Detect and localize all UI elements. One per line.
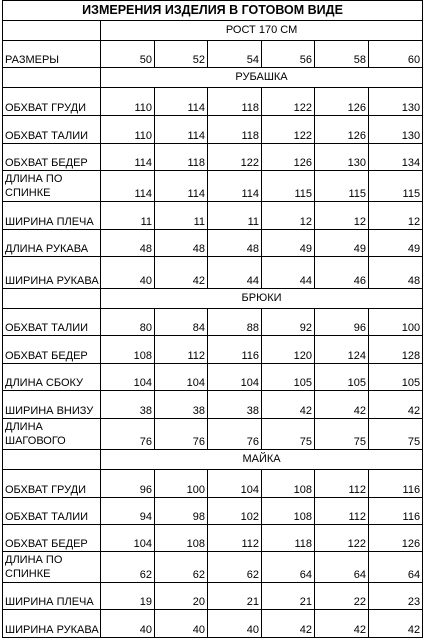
measurement-value: 20: [155, 583, 208, 610]
measurement-value: 19: [101, 583, 155, 610]
measurement-value: 108: [262, 498, 315, 525]
measurement-value: 100: [155, 470, 208, 498]
measurement-label: ОБХВАТ БЕДЕР: [3, 144, 101, 171]
table-row: [3, 552, 423, 583]
blank-cell: [3, 289, 101, 309]
measurement-value: 42: [262, 391, 315, 419]
section-header-row: [3, 289, 423, 309]
size-header-cell: 60: [369, 41, 423, 68]
measurement-value: 105: [315, 364, 369, 391]
measurement-value: 122: [315, 525, 369, 552]
table-row: [3, 309, 423, 336]
measurement-value: 118: [208, 88, 262, 116]
table-row: [3, 202, 423, 230]
measurement-value: 114: [101, 144, 155, 171]
measurement-value: 114: [101, 171, 155, 202]
measurement-value: 112: [208, 525, 262, 552]
height-label: РОСТ 170 СМ: [101, 21, 423, 41]
measurement-value: 80: [101, 309, 155, 336]
section-title: БРЮКИ: [101, 289, 423, 309]
table-row: [3, 171, 423, 202]
measurement-value: 42: [315, 610, 369, 638]
measurement-value: 64: [369, 552, 423, 583]
measurement-value: 49: [262, 230, 315, 257]
measurement-value: 102: [208, 498, 262, 525]
measurement-value: 75: [315, 419, 369, 450]
measurement-value: 40: [155, 610, 208, 638]
measurement-value: 130: [369, 88, 423, 116]
measurement-value: 122: [262, 116, 315, 144]
measurement-value: 62: [155, 552, 208, 583]
measurement-value: 38: [208, 391, 262, 419]
sizes-label: РАЗМЕРЫ: [3, 41, 101, 68]
measurement-value: 104: [208, 364, 262, 391]
measurement-label: ОБХВАТ ТАЛИИ: [3, 116, 101, 144]
measurement-value: 64: [262, 552, 315, 583]
measurement-value: 115: [369, 171, 423, 202]
measurement-label: ДЛИНА ПО СПИНКЕ: [3, 171, 101, 202]
measurement-value: 62: [208, 552, 262, 583]
measurement-value: 100: [369, 309, 423, 336]
measurement-value: 126: [315, 116, 369, 144]
measurement-value: 108: [101, 336, 155, 364]
measurement-value: 116: [369, 498, 423, 525]
table-row: [3, 470, 423, 498]
measurement-label: ОБХВАТ ТАЛИИ: [3, 498, 101, 525]
measurement-value: 104: [155, 364, 208, 391]
measurement-value: 48: [101, 230, 155, 257]
measurement-value: 48: [369, 257, 423, 289]
measurement-value: 104: [101, 364, 155, 391]
table-row: [3, 583, 423, 610]
table-row: [3, 88, 423, 116]
measurement-value: 75: [262, 419, 315, 450]
measurement-value: 44: [208, 257, 262, 289]
measurement-value: 105: [262, 364, 315, 391]
measurement-value: 42: [369, 610, 423, 638]
measurement-value: 40: [101, 610, 155, 638]
table-row: [3, 116, 423, 144]
measurement-value: 124: [315, 336, 369, 364]
measurement-value: 122: [208, 144, 262, 171]
measurement-value: 48: [208, 230, 262, 257]
measurement-label: ШИРИНА ПЛЕЧА: [3, 583, 101, 610]
measurement-label: ШИРИНА РУКАВА: [3, 257, 101, 289]
measurement-value: 112: [315, 470, 369, 498]
measurement-value: 12: [369, 202, 423, 230]
measurement-value: 38: [155, 391, 208, 419]
measurement-label: ДЛИНА СБОКУ: [3, 364, 101, 391]
table-row: [3, 391, 423, 419]
measurement-value: 49: [369, 230, 423, 257]
table-row: [3, 610, 423, 638]
measurement-label: ОБХВАТ ТАЛИИ: [3, 309, 101, 336]
measurement-label: ШИРИНА ПЛЕЧА: [3, 202, 101, 230]
measurement-label: ШИРИНА ВНИЗУ: [3, 391, 101, 419]
measurement-value: 62: [101, 552, 155, 583]
measurement-value: 126: [262, 144, 315, 171]
measurement-value: 46: [315, 257, 369, 289]
measurement-value: 94: [101, 498, 155, 525]
measurement-value: 96: [101, 470, 155, 498]
measurement-value: 110: [101, 88, 155, 116]
table-row: [3, 230, 423, 257]
measurement-label: ОБХВАТ ГРУДИ: [3, 88, 101, 116]
measurement-value: 76: [155, 419, 208, 450]
size-measurements-table: [2, 0, 423, 638]
measurement-value: 21: [208, 583, 262, 610]
measurement-value: 114: [155, 116, 208, 144]
measurement-value: 92: [262, 309, 315, 336]
size-header-cell: 50: [101, 41, 155, 68]
measurement-value: 42: [369, 391, 423, 419]
table-row: [3, 144, 423, 171]
blank-cell: [3, 21, 101, 41]
measurement-value: 11: [155, 202, 208, 230]
measurement-value: 112: [315, 498, 369, 525]
measurement-value: 42: [262, 610, 315, 638]
title-row: [3, 1, 423, 21]
measurement-value: 112: [155, 336, 208, 364]
measurement-value: 22: [315, 583, 369, 610]
measurement-value: 84: [155, 309, 208, 336]
blank-cell: [3, 68, 101, 88]
measurement-value: 64: [315, 552, 369, 583]
measurement-value: 134: [369, 144, 423, 171]
measurement-label: ДЛИНА ШАГОВОГО: [3, 419, 101, 450]
size-header-cell: 52: [155, 41, 208, 68]
measurement-value: 114: [208, 171, 262, 202]
measurement-value: 42: [315, 391, 369, 419]
measurement-value: 23: [369, 583, 423, 610]
measurement-value: 120: [262, 336, 315, 364]
measurement-value: 118: [208, 116, 262, 144]
measurement-value: 75: [369, 419, 423, 450]
measurement-value: 21: [262, 583, 315, 610]
size-header-cell: 58: [315, 41, 369, 68]
table-title: ИЗМЕРЕНИЯ ИЗДЕЛИЯ В ГОТОВОМ ВИДЕ: [3, 1, 423, 21]
blank-cell: [3, 450, 101, 470]
size-header-cell: 56: [262, 41, 315, 68]
measurement-value: 88: [208, 309, 262, 336]
measurement-value: 130: [315, 144, 369, 171]
measurement-label: ОБХВАТ БЕДЕР: [3, 336, 101, 364]
section-title: МАЙКА: [101, 450, 423, 470]
measurement-value: 76: [101, 419, 155, 450]
measurement-value: 114: [155, 88, 208, 116]
table-row: [3, 336, 423, 364]
measurement-label: ОБХВАТ БЕДЕР: [3, 525, 101, 552]
measurement-value: 11: [101, 202, 155, 230]
sizes-row: [3, 41, 423, 68]
measurement-label: ШИРИНА РУКАВА: [3, 610, 101, 638]
measurement-value: 40: [208, 610, 262, 638]
height-row: [3, 21, 423, 41]
section-title: РУБАШКА: [101, 68, 423, 88]
section-header-row: [3, 450, 423, 470]
table-row: [3, 525, 423, 552]
measurement-value: 42: [155, 257, 208, 289]
measurement-value: 104: [101, 525, 155, 552]
measurement-value: 118: [155, 144, 208, 171]
measurement-label: ДЛИНА ПО СПИНКЕ: [3, 552, 101, 583]
measurement-value: 110: [101, 116, 155, 144]
measurement-value: 108: [155, 525, 208, 552]
section-header-row: [3, 68, 423, 88]
measurement-value: 40: [101, 257, 155, 289]
measurement-value: 115: [262, 171, 315, 202]
measurement-value: 11: [208, 202, 262, 230]
table-row: [3, 364, 423, 391]
measurement-value: 105: [369, 364, 423, 391]
measurement-value: 76: [208, 419, 262, 450]
measurement-value: 122: [262, 88, 315, 116]
measurement-value: 128: [369, 336, 423, 364]
measurement-value: 108: [262, 470, 315, 498]
measurement-value: 44: [262, 257, 315, 289]
measurement-label: ДЛИНА РУКАВА: [3, 230, 101, 257]
table-row: [3, 419, 423, 450]
measurement-value: 104: [208, 470, 262, 498]
measurement-value: 115: [315, 171, 369, 202]
measurement-label: ОБХВАТ ГРУДИ: [3, 470, 101, 498]
measurement-value: 126: [315, 88, 369, 116]
measurement-value: 130: [369, 116, 423, 144]
measurement-value: 48: [155, 230, 208, 257]
measurement-value: 98: [155, 498, 208, 525]
measurement-value: 114: [155, 171, 208, 202]
measurement-value: 118: [262, 525, 315, 552]
measurement-value: 96: [315, 309, 369, 336]
measurement-value: 116: [208, 336, 262, 364]
measurement-value: 12: [315, 202, 369, 230]
table-row: [3, 498, 423, 525]
measurement-value: 12: [262, 202, 315, 230]
size-header-cell: 54: [208, 41, 262, 68]
measurement-value: 49: [315, 230, 369, 257]
table-row: [3, 257, 423, 289]
measurement-value: 126: [369, 525, 423, 552]
measurement-value: 116: [369, 470, 423, 498]
measurement-value: 38: [101, 391, 155, 419]
